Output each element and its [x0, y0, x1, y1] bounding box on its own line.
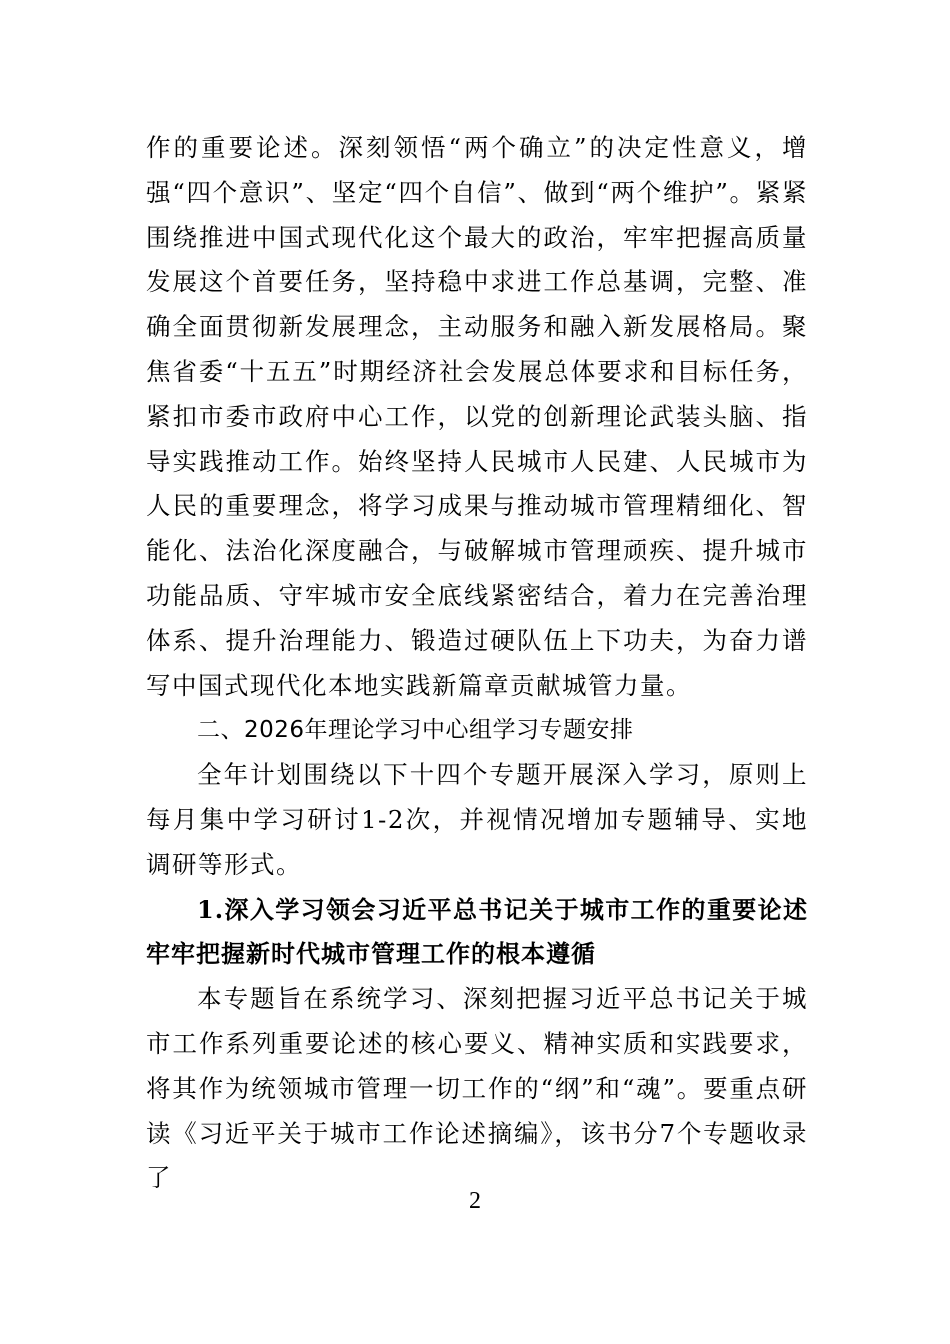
paragraph-intro: 全年计划围绕以下十四个专题开展深入学习，原则上每月集中学习研讨1-2次，并视情况增加专题辅导、实地调研等形式。	[146, 760, 808, 879]
paragraph-topic-body: 本专题旨在系统学习、深刻把握习近平总书记关于城市工作系列重要论述的核心要义、精神实质和实践要求，将其作为统领城市管理一切工作的“纲”和“魂”。要重点研读《习近平关于城市工作论述摘编》，该书分7个专题收录了	[146, 984, 808, 1193]
document-body	[146, 126, 808, 1201]
topic-heading: 1.深入学习领会习近平总书记关于城市工作的重要论述 牢牢把握新时代城市管理工作的根本遵循	[146, 894, 808, 969]
paragraph-continued: 作的重要论述。深刻领悟“两个确立”的决定性意义，增强“四个意识”、坚定“四个自信”、做到“两个维护”。紧紧围绕推进中国式现代化这个最大的政治，牢牢把握高质量发展这个首要任务，坚持稳中求进工作总基调，完整、准确全面贯彻新发展理念，主动服务和融入新发展格局。聚焦省委“十五五”时期经济社会发展总体要求和目标任务，紧扣市委市政府中心工作，以党的创新理论武装头脑、指导实践推动工作。始终坚持人民城市人民建、人民城市为人民的重要理念，将学习成果与推动城市管理精细化、智能化、法治化深度融合，与破解城市管理顽疾、提升城市功能品质、守牢城市安全底线紧密结合，着力在完善治理体系、提升治理能力、锻造过硬队伍上下功夫，为奋力谱写中国式现代化本地实践新篇章贡献城管力量。	[146, 133, 808, 700]
section-heading: 二、2026年理论学习中心组学习专题安排	[197, 717, 634, 744]
page-number: 2	[469, 1188, 481, 1214]
